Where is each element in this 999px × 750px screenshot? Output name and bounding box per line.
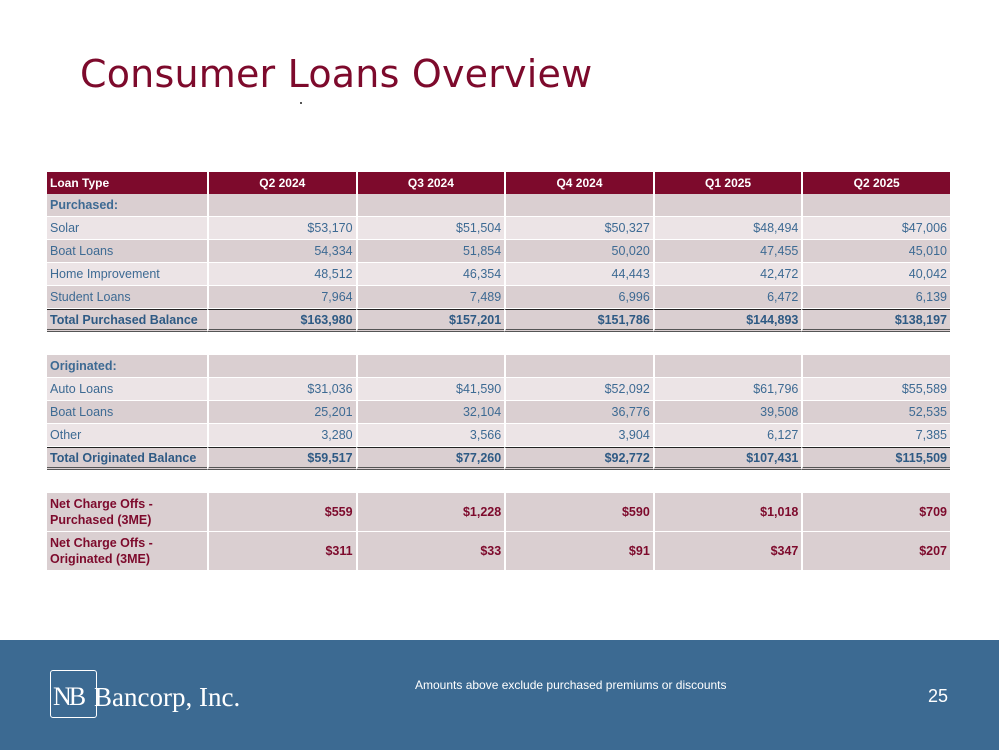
cell: $138,197 (801, 309, 950, 332)
cell: $31,036 (207, 378, 356, 401)
cell: $115,509 (801, 447, 950, 470)
logo-name: Bancorp, Inc. (94, 682, 241, 712)
footnote: Amounts above exclude purchased premiums or discounts (415, 678, 727, 692)
cell: $157,201 (356, 309, 505, 332)
section-label: Purchased: (47, 194, 207, 217)
cell: $55,589 (801, 378, 950, 401)
cell: $347 (653, 532, 802, 571)
cell: 7,385 (801, 424, 950, 447)
table-row (47, 424, 950, 447)
table-row (47, 217, 950, 240)
table-row (47, 263, 950, 286)
row-label: Boat Loans (47, 401, 207, 424)
cell: 3,566 (356, 424, 505, 447)
cell: $311 (207, 532, 356, 571)
cell: $151,786 (504, 309, 653, 332)
cell: $50,327 (504, 217, 653, 240)
cell: $1,228 (356, 493, 505, 532)
cell: 52,535 (801, 401, 950, 424)
cell: 44,443 (504, 263, 653, 286)
cell: 3,904 (504, 424, 653, 447)
charge-offs-row-originated (47, 532, 950, 571)
row-label: Solar (47, 217, 207, 240)
cell: $47,006 (801, 217, 950, 240)
cell: $92,772 (504, 447, 653, 470)
cell: 36,776 (504, 401, 653, 424)
page-number: 25 (928, 686, 949, 706)
spacer-row (47, 332, 950, 355)
section-label: Originated: (47, 355, 207, 378)
table-row (47, 401, 950, 424)
row-label: Auto Loans (47, 378, 207, 401)
cell: $590 (504, 493, 653, 532)
cell: $53,170 (207, 217, 356, 240)
footer-bar (0, 640, 999, 750)
charge-offs-row-purchased (47, 493, 950, 532)
logo-mark: NB (53, 682, 84, 711)
total-row-purchased (47, 309, 950, 332)
cell: 40,042 (801, 263, 950, 286)
table-header-row (47, 172, 950, 194)
cell: 7,964 (207, 286, 356, 309)
cell: $59,517 (207, 447, 356, 470)
row-label: Total Originated Balance (47, 447, 207, 470)
cell: $41,590 (356, 378, 505, 401)
cell: $77,260 (356, 447, 505, 470)
cell: $709 (801, 493, 950, 532)
cell: $52,092 (504, 378, 653, 401)
header-q4-2024: Q4 2024 (504, 172, 653, 194)
row-label: Boat Loans (47, 240, 207, 263)
table-row (47, 378, 950, 401)
cell: 25,201 (207, 401, 356, 424)
cell: 7,489 (356, 286, 505, 309)
consumer-loans-table (47, 172, 950, 571)
cell: $33 (356, 532, 505, 571)
cell: 6,139 (801, 286, 950, 309)
cell: 6,996 (504, 286, 653, 309)
header-q3-2024: Q3 2024 (356, 172, 505, 194)
decorative-dot (300, 102, 302, 104)
table-row (47, 286, 950, 309)
cell: 46,354 (356, 263, 505, 286)
cell: 39,508 (653, 401, 802, 424)
cell: $144,893 (653, 309, 802, 332)
cell: $91 (504, 532, 653, 571)
row-label: Total Purchased Balance (47, 309, 207, 332)
page-title: Consumer Loans Overview (80, 52, 593, 96)
cell: 48,512 (207, 263, 356, 286)
cell: 51,854 (356, 240, 505, 263)
row-label: Student Loans (47, 286, 207, 309)
cell: $48,494 (653, 217, 802, 240)
cell: 3,280 (207, 424, 356, 447)
spacer-row (47, 470, 950, 493)
cell: 45,010 (801, 240, 950, 263)
header-q2-2025: Q2 2025 (801, 172, 950, 194)
header-loan-type: Loan Type (47, 172, 207, 194)
cell: 47,455 (653, 240, 802, 263)
cell: 50,020 (504, 240, 653, 263)
row-label: Net Charge Offs - Originated (3ME) (47, 532, 207, 571)
header-q1-2025: Q1 2025 (653, 172, 802, 194)
cell: 6,127 (653, 424, 802, 447)
row-label: Other (47, 424, 207, 447)
cell: 54,334 (207, 240, 356, 263)
header-q2-2024: Q2 2024 (207, 172, 356, 194)
cell: 42,472 (653, 263, 802, 286)
row-label: Home Improvement (47, 263, 207, 286)
cell: 32,104 (356, 401, 505, 424)
section-row-originated (47, 355, 950, 378)
cell: $163,980 (207, 309, 356, 332)
cell: 6,472 (653, 286, 802, 309)
cell: $559 (207, 493, 356, 532)
cell: $1,018 (653, 493, 802, 532)
table-row (47, 240, 950, 263)
cell: $207 (801, 532, 950, 571)
section-row-purchased (47, 194, 950, 217)
row-label: Net Charge Offs - Purchased (3ME) (47, 493, 207, 532)
cell: $51,504 (356, 217, 505, 240)
cell: $107,431 (653, 447, 802, 470)
total-row-originated (47, 447, 950, 470)
cell: $61,796 (653, 378, 802, 401)
